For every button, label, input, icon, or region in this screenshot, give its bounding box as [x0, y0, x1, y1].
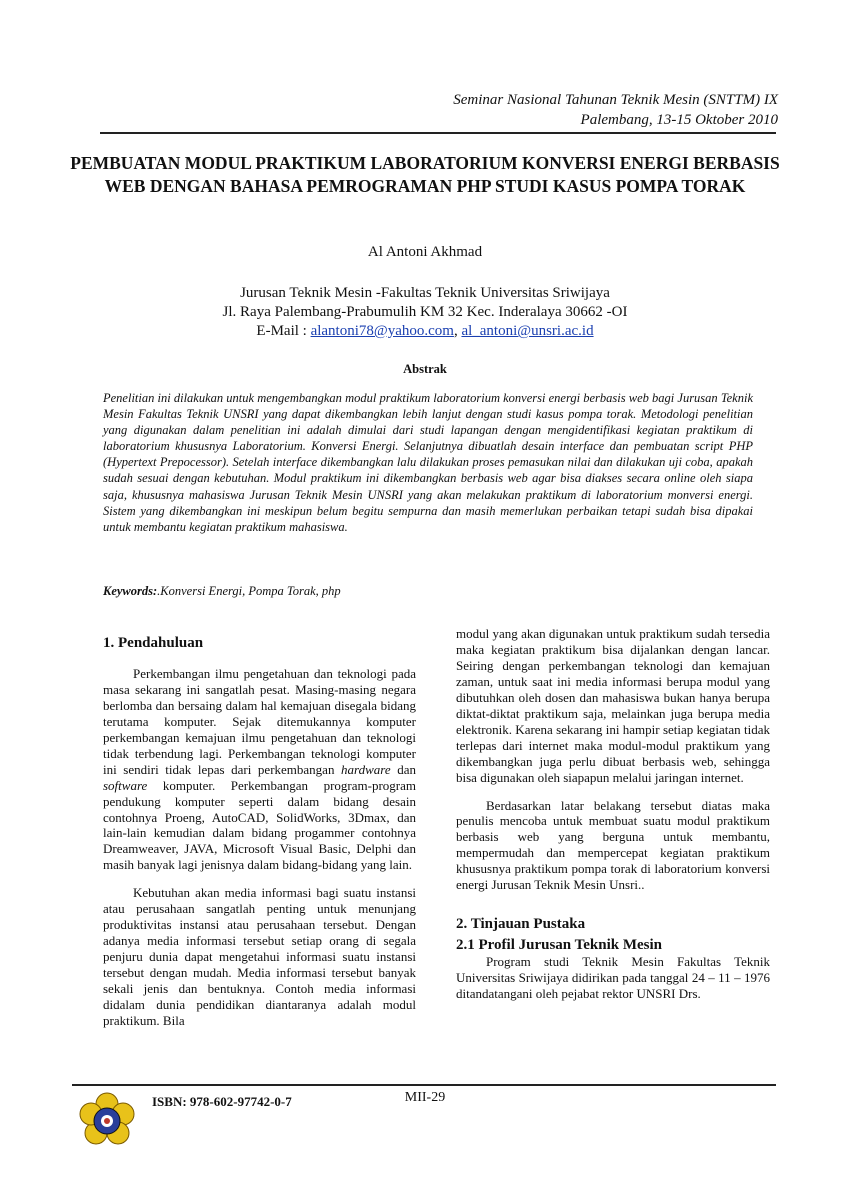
affiliation-line1: Jurusan Teknik Mesin -Fakultas Teknik Universitas Sriwijaya — [240, 285, 610, 301]
conference-name: Seminar Nasional Tahunan Teknik Mesin (SNTTM) IX — [453, 92, 778, 108]
p1-text-b: komputer. Perkembangan program-program pendukung komputer seperti dalam bidang desain contohnya Proeng, AutoCAD, SolidWorks, 3Dmax, dan lain-lain kemudian dalam bidang progammer contohnya Dreamweaver, JAVA, Microsoft Visual Basic, Delphi dan masih banyak lagi jenisnya dalam bidang-bidang yang lain. — [103, 777, 416, 873]
email-separator: , — [453, 323, 462, 339]
left-paragraph-2: Kebutuhan akan media informasi bagi suatu instansi atau perusahaan sangatlah penting untuk menunjang produktivitas instansi atau perusahaan tersebut. Dengan adanya media informasi tersebut setiap orang di segala penjuru dunia dapat mengetahui informasi suatu instansi tersebut dengan mudah. Media informasi tersebut banyak sekali jenis dan bentuknya. Contoh media informasi didalam dunia pendidikan diantaranya adalah modul praktikum. Bila — [103, 885, 416, 1028]
keywords — [103, 584, 341, 599]
keywords-label: Keywords: — [103, 584, 158, 598]
right-column — [456, 626, 770, 1002]
p1-dan: dan — [390, 761, 416, 777]
left-column — [103, 636, 416, 1029]
paper-title: PEMBUATAN MODUL PRAKTIKUM LABORATORIUM KONVERSI ENERGI BERBASIS WEB DENGAN BAHASA PEMROGRAMAN PHP STUDI KASUS POMPA TORAK — [70, 153, 780, 196]
subsection-heading-2-1: 2.1 Profil Jurusan Teknik Mesin — [456, 937, 663, 954]
section-heading-1: 1. Pendahuluan — [103, 635, 204, 651]
conference-place-date: Palembang, 13-15 Oktober 2010 — [580, 112, 778, 128]
conference-header — [453, 90, 778, 130]
section-heading-2: 2. Tinjauan Pustaka — [456, 916, 586, 933]
keywords-text: .Konversi Energi, Pompa Torak, php — [157, 584, 341, 598]
abstract-heading: Abstrak — [403, 362, 447, 376]
right-paragraph-3: Program studi Teknik Mesin Fakultas Teknik Universitas Sriwijaya didirikan pada tanggal 24 – 11 – 1976 ditandatangani oleh pejabat rektor UNSRI Drs. — [456, 954, 770, 1002]
email-link-1[interactable]: alantoni78@yahoo.com — [310, 323, 454, 339]
left-paragraph-1 — [103, 666, 416, 873]
p1-hardware: hardware — [341, 761, 391, 777]
affiliation-line2: Jl. Raya Palembang-Prabumulih KM 32 Kec. Inderalaya 30662 -OI — [222, 304, 628, 320]
author-name: Al Antoni Akhmad — [367, 244, 483, 260]
email-line — [0, 322, 850, 341]
abstract-text: Penelitian ini dilakukan untuk mengembangkan modul praktikum laboratorium konversi energi berbasis web bagi Jurusan Teknik Mesin Fakultas Teknik UNSRI yang dapat dikembangkan lebih lanjut dengan studi kasus pompa torak. Metodologi penelitian yang digunakan dalam penelitian ini adalah dimulai dari studi lapangan dengan mengidentifikasi kegiatan praktikum di laboratorium khususnya Laboratorium. Konversi Energi. Selanjutnya dibuatlah desain interface dan pembuatan script PHP (Hypertext Prepocessor). Setelah interface dikembangkan lalu dilakukan proses pemasukan nilai dan dilakukan uji coba, apakah sudah sesuai dengan kebutuhan. Modul praktikum ini dikembangkan berbasis web agar bisa diakses secara online oleh siapa saja, khususnya mahasiswa Jurusan Teknik Mesin UNSRI yang akan melakukan praktikum di laboratorium monversi energi. Sistem yang dikembangkan ini meskipun belum begitu sempurna dan masih memerlukan perbaikan tetapi sudah bisa dipakai untuk membantu kegiatan praktikum mahasiswa. — [103, 391, 753, 534]
page-number: MII-29 — [404, 1090, 446, 1105]
footer-rule — [72, 1084, 776, 1086]
p1-text-a: Perkembangan ilmu pengetahuan dan teknologi pada masa sekarang ini sangatlah pesat. Masing-masing negara berlomba dan bersaing dalam hal kemajuan disegala bidang terutama komputer. Sejak ditemukannya komputer perkembangan kemajuan ilmu pengetahuan dan teknologi tidak terbendung lagi. Perkembangan teknologi komputer ini sendiri tidak lepas dari perkembangan — [103, 665, 416, 777]
p1-software: software — [103, 777, 148, 793]
affiliation — [0, 284, 850, 341]
right-paragraph-1: modul yang akan digunakan untuk praktikum sudah tersedia maka kegiatan praktikum bisa dijalankan dengan lancar. Seiring dengan perkembangan teknologi dan kemajuan zaman, untuk saat ini media informasi berupa modul yang dibutuhkan oleh dosen dan mahasiswa bukan hanya berupa diktat-diktat praktikum saja, melainkan juga berupa media elektronik. Karena sekarang ini hampir setiap kegiatan tidak terlepas dari internet maka modul-modul praktikum yang dikembangkan juga perlu dibuat berbasis web, sehingga bisa digunakan oleh siapapun melalui jaringan internet. — [456, 626, 770, 785]
right-paragraph-2: Berdasarkan latar belakang tersebut diatas maka penulis mencoba untuk membuat suatu modul praktikum berbasis web yang berguna untuk membantu, mempermudah dan mempercepat kegiatan praktikum khususnya praktikum pompa torak di laboratorium konversi energi Jurusan Teknik Mesin Unsri.. — [456, 797, 770, 893]
email-prefix: E-Mail : — [256, 323, 311, 339]
header-rule — [100, 132, 776, 134]
isbn: ISBN: 978-602-97742-0-7 — [152, 1094, 292, 1109]
email-link-2[interactable]: al_antoni@unsri.ac.id — [461, 323, 594, 339]
